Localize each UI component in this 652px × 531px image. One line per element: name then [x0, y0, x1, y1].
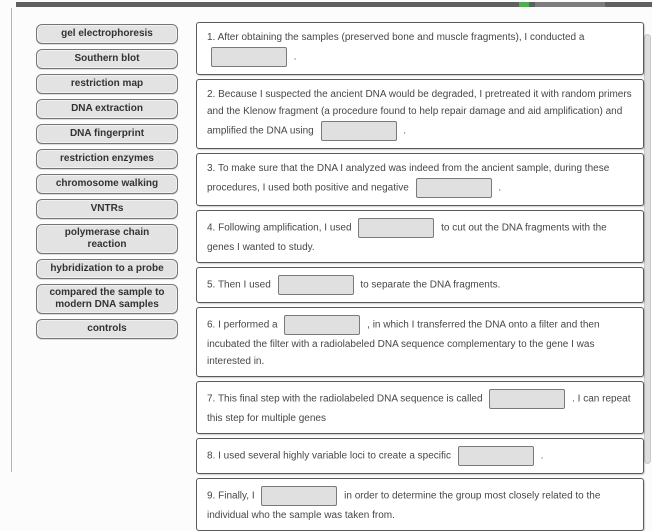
term-dna-extraction[interactable]: DNA extraction — [36, 99, 178, 119]
term-controls[interactable]: controls — [36, 319, 178, 339]
question-9 — [196, 478, 644, 531]
question-8-text: 8. I used several highly variable loci to create a specific — [207, 450, 452, 462]
term-restriction-map[interactable]: restriction map — [36, 74, 178, 94]
question-8 — [196, 438, 644, 474]
term-restriction-enzymes[interactable]: restriction enzymes — [36, 149, 178, 169]
question-2-text: 2. Because I suspected the ancient DNA would be degraded, I pretreated it with random primers and the Klenow fragment (a procedure found to help repair damage and aid amplification) and amplified the DNA using — [207, 89, 632, 137]
question-3-text-after: . — [498, 182, 502, 194]
question-4-answer-blank[interactable] — [358, 218, 434, 238]
question-2 — [196, 79, 644, 149]
top-scrollbar-track[interactable] — [16, 2, 652, 7]
question-9-text-after: in order to determine the group most closely related to the individual who the sample was taken from. — [207, 490, 601, 521]
question-1-text-after: . — [293, 51, 297, 63]
term-dna-fingerprint[interactable]: DNA fingerprint — [36, 124, 178, 144]
question-8-text-after: . — [540, 450, 544, 462]
question-2-text-after: . — [403, 125, 407, 137]
question-3-text: 3. To make sure that the DNA I analyzed was indeed from the ancient sample, during these procedures, I used both positive and negative — [207, 163, 610, 194]
question-6 — [196, 307, 644, 377]
question-7-answer-blank[interactable] — [489, 389, 565, 409]
question-5-text-after: to separate the DNA fragments. — [360, 279, 501, 291]
question-4-text: 4. Following amplification, I used — [207, 222, 352, 234]
term-hybridization-to-a-probe[interactable]: hybridization to a probe — [36, 259, 178, 279]
question-1-text: 1. After obtaining the samples (preserved bone and muscle fragments), I conducted a — [207, 32, 585, 43]
question-7-text-after: . I can repeat this step for multiple genes — [207, 393, 631, 424]
term-vntrs[interactable]: VNTRs — [36, 199, 178, 219]
vertical-scrollbar[interactable] — [644, 34, 651, 464]
question-9-text: 9. Finally, I — [207, 490, 255, 502]
term-southern-blot[interactable]: Southern blot — [36, 49, 178, 69]
term-chromosome-walking[interactable]: chromosome walking — [36, 174, 178, 194]
question-6-text-after: , in which I transferred the DNA onto a filter and then incubated the filter with a radiolabeled DNA sequence complementary to the gene I was interested in. — [207, 319, 600, 367]
page-left-border — [11, 8, 12, 472]
term-gel-electrophoresis[interactable]: gel electrophoresis — [36, 24, 178, 44]
question-3-answer-blank[interactable] — [416, 178, 492, 198]
question-7-text: 7. This final step with the radiolabeled DNA sequence is called — [207, 393, 483, 405]
question-7 — [196, 381, 644, 434]
questions-list — [196, 22, 644, 531]
term-compared-to-modern-dna[interactable]: compared the sample to modern DNA samples — [36, 284, 178, 314]
question-6-text: 6. I performed a — [207, 319, 278, 331]
top-bar-accent-marker — [519, 2, 529, 7]
question-8-answer-blank[interactable] — [458, 446, 534, 466]
question-5-text: 5. Then I used — [207, 279, 271, 291]
question-9-answer-blank[interactable] — [261, 486, 337, 506]
question-6-answer-blank[interactable] — [284, 315, 360, 335]
question-1 — [196, 22, 644, 75]
question-5 — [196, 267, 644, 303]
question-1-answer-blank[interactable] — [211, 47, 287, 67]
question-4 — [196, 210, 644, 263]
word-bank — [36, 24, 178, 339]
term-polymerase-chain-reaction[interactable]: polymerase chain reaction — [36, 224, 178, 254]
question-5-answer-blank[interactable] — [278, 275, 354, 295]
question-3 — [196, 153, 644, 206]
question-2-answer-blank[interactable] — [321, 121, 397, 141]
top-scrollbar-thumb[interactable] — [535, 2, 605, 7]
question-4-text-after: to cut out the DNA fragments with the genes I wanted to study. — [207, 222, 607, 253]
